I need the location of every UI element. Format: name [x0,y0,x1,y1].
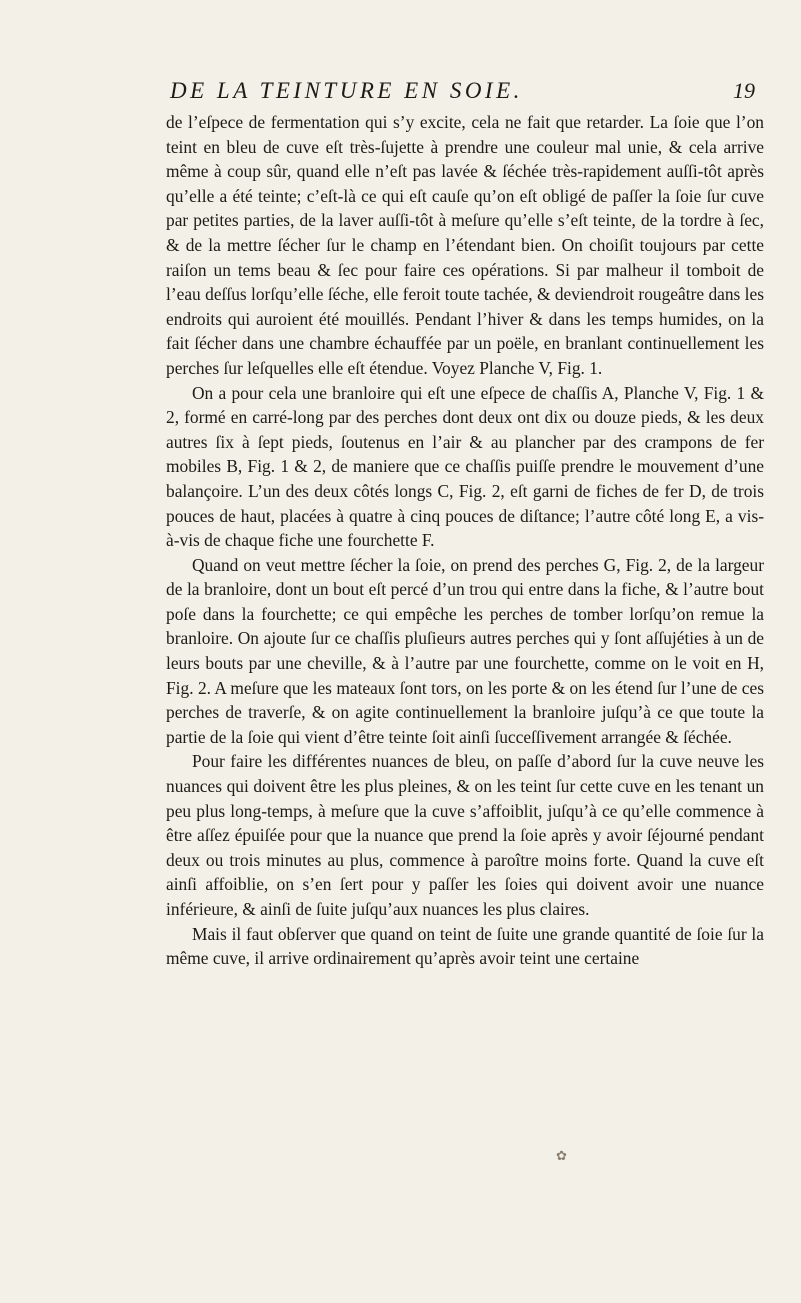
page-number: 19 [733,78,755,103]
body-text [166,110,764,971]
paragraph: Mais il faut obſerver que quand on teint de ſuite une grande quantité de ſoie ſur la même cuve, il arrive ordinairement qu’après avoir teint une certaine [166,923,764,969]
paragraph: de l’eſpece de fermentation qui s’y excite, cela ne fait que retarder. La ſoie que l’on teint en bleu de cuve eſt très-ſujette à prendre une couleur mal unie, & cela arrive même à coup sûr, quand elle n’eſt pas lavée & ſéchée très-rapidement auſſi-tôt après qu’elle a été teinte; c’eſt-là ce qui eſt cauſe qu’on eſt obligé de paſſer la ſoie ſur cuve par petites parties, de la laver auſſi-tôt à meſure qu’elle s’eſt teinte, de la tordre à ſec, & de la mettre ſécher ſur le champ en l’étendant bien. On choiſit toujours par cette raiſon un tems beau & ſec pour faire ces opérations. Si par malheur il tomboit de l’eau deſſus lorſqu’elle ſéche, elle feroit toute tachée, & deviendroit rougeâtre dans les endroits qui auroient été mouillés. Pendant l’hiver & dans les temps humides, on la fait ſécher dans une chambre échauffée par un poële, en branlant continuellement les perches ſur leſquelles elle eſt étendue. Voyez Planche V, Fig. 1. [166,112,764,378]
running-title: DE LA TEINTURE EN SOIE. [170,78,523,103]
paragraph: Quand on veut mettre ſécher la ſoie, on prend des perches G, Fig. 2, de la largeur de la branloire, dont un bout eſt percé d’un trou qui entre dans la fiche, & l’autre bout poſe dans la fourchette; ce qui empêche les perches de tomber lorſqu’on remue la branloire. On ajoute ſur ce chaſſis pluſieurs autres perches qui y ſont aſſujéties à un de leurs bouts par une cheville, & à l’autre par une fourchette, comme on le voit en H, Fig. 2. A meſure que les mateaux ſont tors, on les porte & on les étend ſur l’une de ces perches de traverſe, & on agite continuellement la branloire juſqu’à ce que toute la partie de la ſoie qui vient d’être teinte ſoit ainſi ſucceſſivement arrangée & ſéchée. [166,554,764,747]
paragraph: Pour faire les différentes nuances de bleu, on paſſe d’abord ſur la cuve neuve les nuances qui doivent être les plus pleines, & on les teint ſur cette cuve en les tenant un peu plus long-temps, à meſure que la cuve s’affoiblit, juſqu’à ce qu’elle commence à être aſſez épuiſée pour que la nuance que prend la ſoie après y avoir ſéjourné pendant deux ou trois minutes au plus, commence à paroître moins forte. Quand la cuve eſt ainſi affoiblie, on s’en ſert pour y paſſer les ſoies qui doivent avoir une nuance inférieure, & ainſi de ſuite juſqu’aux nuances les plus claires. [166,751,764,919]
printer-mark-icon: ✿ [556,1148,567,1163]
paragraph: On a pour cela une branloire qui eſt une eſpece de chaſſis A, Planche V, Fig. 1 & 2, formé en carré-long par des perches dont deux ont dix ou douze pieds, & les deux autres ſix à ſept pieds, ſoutenus en l’air & au plancher par des crampons de fer mobiles B, Fig. 1 & 2, de maniere que ce chaſſis puiſſe prendre le mouvement d’une balançoire. L’un des deux côtés longs C, Fig. 2, eſt garni de fiches de fer D, de trois pouces de haut, placées à quatre à cinq pouces de diſtance; l’autre côté long E, a vis-à-vis de chaque fiche une fourchette F. [166,382,764,551]
